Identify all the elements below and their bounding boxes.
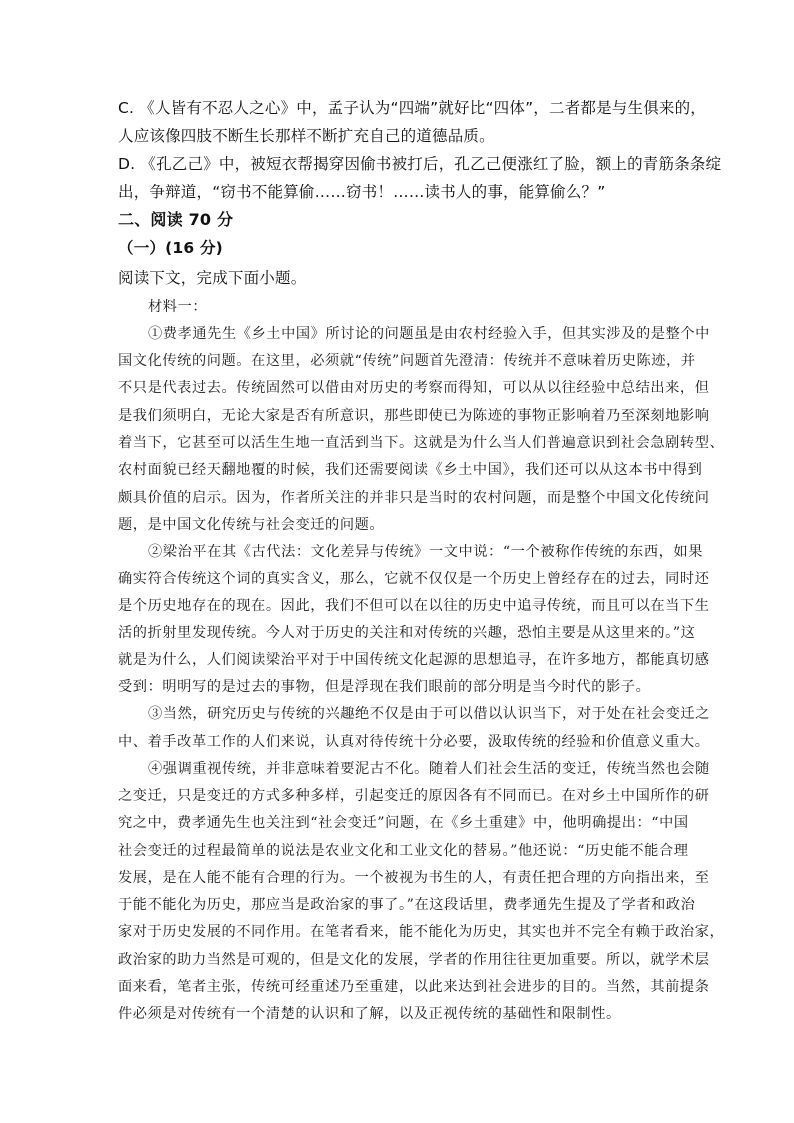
sub-heading: （一）(16 分): [118, 239, 223, 257]
para2-line: ②梁治平在其《古代法：文化差异与传统》一文中说：“一个被称作传统的东西，如果: [148, 544, 703, 560]
para2-line: 活的折射里发现传统。今人对于历史的关注和对传统的兴趣，恐怕主要是从这里来的。”这: [118, 625, 696, 641]
para1-line: 国文化传统的问题。在这里，必须就“传统”问题首先澄清：传统并不意味着历史陈迹，并: [118, 353, 696, 369]
para4-line: 面来看，笔者主张，传统可经重述乃至重建，以此来达到社会进步的目的。当然，其前提条: [118, 979, 710, 995]
para4-line: 家对于历史发展的不同作用。在笔者看来，能不能化为历史，其实也并不完全有赖于政治家，: [118, 924, 725, 940]
para4-line: 之变迁，只是变迁的方式多种多样，引起变迁的原因各有不同而已。在对乡土中国所作的研: [118, 788, 710, 804]
para4-line: 究之中，费孝通先生也关注到“社会变迁”问题，在《乡土重建》中，他明确提出：“中国: [118, 815, 689, 831]
para1-line: 农村面貌已经天翻地覆的时候，我们还需要阅读《乡土中国》，我们还可以从这本书中得到: [118, 462, 703, 478]
option-d-line-2: 出，争辩道，“窃书不能算偷……窃书！……读书人的事，能算偷么？”: [118, 183, 606, 201]
para4-line: 政治家的助力当然是可观的，但是文化的发展，学者的作用往往更加重要。所以，就学术层: [118, 952, 710, 968]
section-heading: 二、阅读 70 分: [118, 210, 234, 229]
para4-line: 件必须是对传统有一个清楚的认识和了解，以及正视传统的基础性和限制性。: [118, 1006, 621, 1022]
para2-line: 确实符合传统这个词的真实含义，那么，它就不仅仅是一个历史上曾经存在的过去，同时还: [118, 571, 710, 587]
para1-line: ①费孝通先生《乡土中国》所讨论的问题虽是由农村经验入手，但其实涉及的是整个中: [148, 326, 710, 342]
para2-line: 是个历史地存在的现在。因此，我们不但可以在以往的历史中追寻传统，而且可以在当下生: [118, 598, 710, 614]
option-c-line-2: 人应该像四肢不断生长那样不断扩充自己的道德品质。: [118, 127, 495, 145]
para4-line: 于能不能化为历史，那应当是政治家的事了。”在这段话里，费孝通先生提及了学者和政治: [118, 897, 696, 913]
para1-line: 不只是代表过去。传统固然可以借由对历史的考察而得知，可以从以往经验中总结出来，但: [118, 380, 710, 396]
material-label: 材料一：: [148, 299, 208, 315]
para1-line: 题，是中国文化传统与社会变迁的问题。: [118, 517, 385, 533]
para1-line: 着当下，它甚至可以活生生地一直活到当下。这就是为什么当人们普遍意识到社会急剧转型、: [118, 435, 725, 451]
para2-line: 就是为什么，人们阅读梁治平对于中国传统文化起源的思想追寻，在许多地方，都能真切感: [118, 652, 710, 668]
para1-line: 颇具价值的启示。因为，作者所关注的并非只是当时的农村问题，而是整个中国文化传统问: [118, 490, 710, 506]
para3-line: 中、着手改革工作的人们来说，认真对待传统十分必要，汲取传统的经验和价值意义重大。: [118, 734, 710, 750]
option-d-line-1: D. 《孔乙己》中，被短衣帮揭穿因偷书被打后，孔乙己便涨红了脸，额上的青筋条条绽: [118, 155, 722, 173]
para2-line: 受到：明明写的是过去的事物，但是浮现在我们眼前的部分明是当今时代的影子。: [118, 679, 651, 695]
para1-line: 是我们须明白，无论大家是否有所意识，那些即使已为陈迹的事物正影响着乃至深刻地影响: [118, 408, 710, 424]
para4-line: 发展，是在人能不能有合理的行为。一个被视为书生的人，有责任把合理的方向指出来，至: [118, 870, 710, 886]
reading-instruction: 阅读下文，完成下面小题。: [118, 269, 307, 287]
para4-line: 社会变迁的过程最简单的说法是农业文化和工业文化的替易。”他还说：“历史能不能合理: [118, 843, 689, 859]
para3-line: ③当然，研究历史与传统的兴趣绝不仅是由于可以借以认识当下，对于处在社会变迁之: [148, 706, 710, 722]
option-c-line-1: C. 《人皆有不忍人之心》中，孟子认为“四端”就好比“四体”，二者都是与生俱来的，: [118, 99, 706, 117]
para4-line: ④强调重视传统，并非意味着要泥古不化。随着人们社会生活的变迁，传统当然也会随: [148, 761, 710, 777]
